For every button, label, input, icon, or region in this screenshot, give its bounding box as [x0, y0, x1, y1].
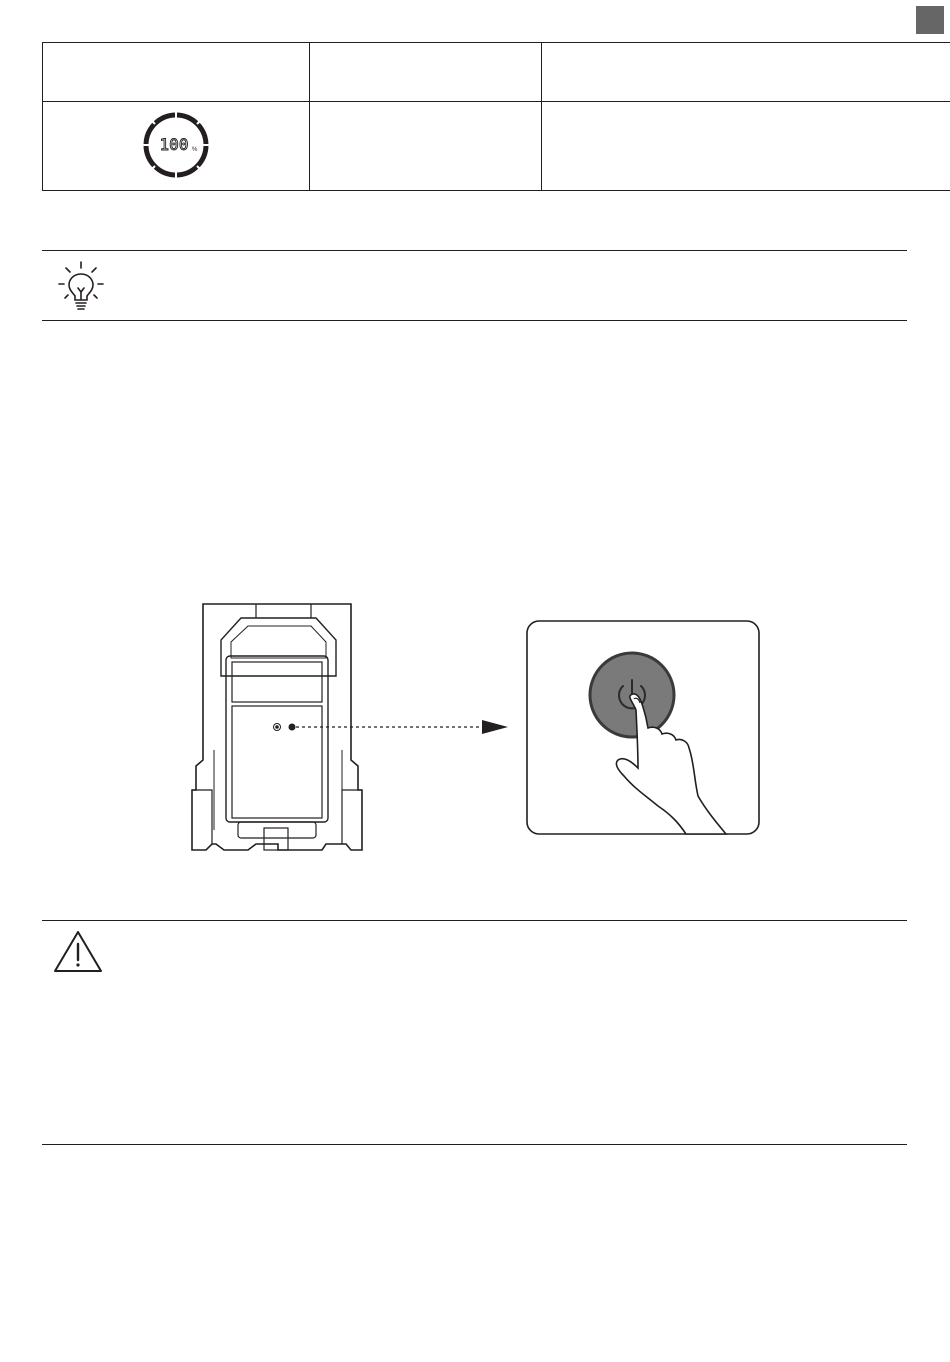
warning-bottom-rule	[42, 1144, 907, 1145]
language-tab-label	[916, 6, 944, 34]
note-top-rule	[42, 250, 907, 251]
table-header-cell	[310, 43, 542, 102]
display-unit: %	[192, 146, 198, 153]
table-header-cell	[43, 43, 310, 102]
power-on-illustration	[186, 600, 766, 860]
status-cell	[310, 102, 542, 191]
battery-ring-display-icon	[141, 110, 211, 180]
note-bottom-rule	[42, 320, 907, 321]
lightbulb-icon	[56, 260, 106, 312]
warning-top-rule	[42, 920, 907, 921]
table-row	[43, 102, 950, 191]
power-station-illustration	[186, 600, 766, 860]
warning-triangle-icon	[52, 928, 104, 974]
table-header-cell	[542, 43, 950, 102]
display-indicator-cell	[43, 102, 310, 191]
display-digits: 100	[159, 134, 189, 154]
battery-status-table	[42, 42, 950, 191]
description-cell	[542, 102, 950, 191]
table-header-row	[43, 43, 950, 102]
